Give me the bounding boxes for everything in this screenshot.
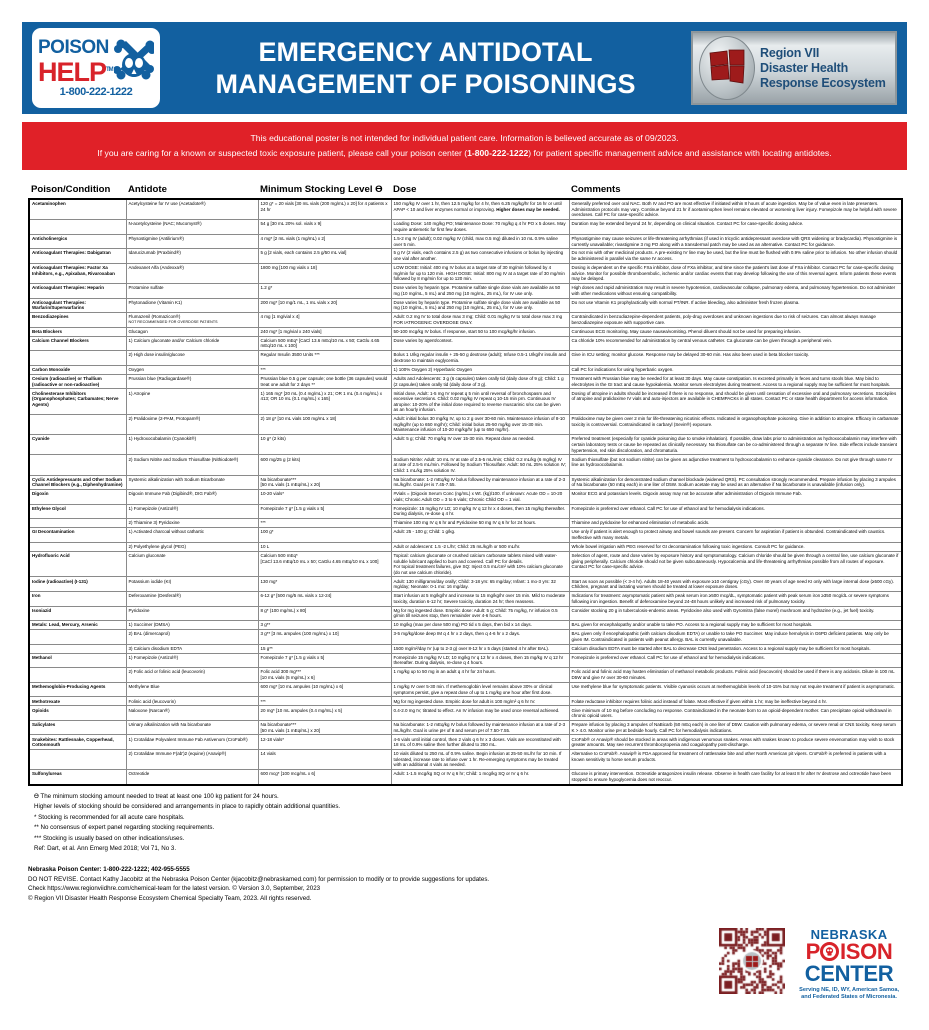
cell-stocking: 14 vials <box>258 750 391 770</box>
cell-dose: Initial dose, Adult: 1-5 mg IV repeat q 5 min until reversal of bronchospasm and excessive secretions. Child: 0.02 mg/kg IV repeat q 10-15 min prn. Continuous IV atropine: 10-20% of the initial dose required to reverse muscarinic s/sx can be given as an hourly infusion. <box>391 389 569 415</box>
footer-line-2: DO NOT REVISE. Contact Kathy Jacobitz at the Nebraska Poison Center (kjacobitz@nebraskamed.com) for permission to modify or to provide suggestions for updates. <box>28 875 490 883</box>
cell-stocking: 100 g* <box>258 528 391 543</box>
table-row <box>29 284 902 299</box>
cell-dose: Adult: 5 g; Child: 70 mg/kg IV over 15-30 min. Repeat dose as needed. <box>391 435 569 455</box>
cell-poison: Cesium (radioactive) or Thallium (radioactive or non-radioactive) <box>29 374 126 389</box>
cell-comments: Preferred treatment (especially for cyanide poisoning due to smoke inhalation). If possible, draw labs prior to administration as hydroxocobalamin may interfere with certain laboratory tests or cause be repeated as clinically necessary. Na thiosulfate can be co-administered through a separate IV line. Side effects include transient hypertension, red skin discoloration, and chromaturia. <box>569 435 902 455</box>
cell-poison: Anticoagulant Therapies: Dabigatran <box>29 249 126 264</box>
cell-poison <box>29 644 126 653</box>
region7-line1: Region VII <box>760 45 820 60</box>
region7-line2: Disaster Health <box>760 60 849 75</box>
cell-comments: BAL given only if encephalopathic (with calcium disodium EDTA) or unable to take PO Succimer. May induce hemolysis in G6PD deficient patients. May only be given IM. Contraindicated in patients with peanut allergy. BAL is currently unavailable. <box>569 630 902 645</box>
table-row <box>29 653 902 668</box>
cell-dose: Adult: 1-1.5 mcg/kg SQ or IV q 6 hr; Child: 1 mcg/kg SQ or IV q 6 hr. <box>391 770 569 785</box>
cell-comments: Selection of agent, route and dose varies by exposure history and symptomatology. Calcium chloride should be given through a central line, use calcium gluconate if giving peripherally. Calcium chloride should not be given subcutaneously. Hypocalcemia and life-threatening arrhythmias possible from all routes of exposure. Contact PC for case-specific advice. <box>569 551 902 577</box>
cell-comments: Use methylene blue for symptomatic patients. Visible cyanosis occurs at methemoglobin levels of 10-15% but may not require treatment if patient is asymptomatic. <box>569 682 902 697</box>
disclaimer-line-1: This educational poster is not intended for individual patient care. Information is believed accurate as of 09/2023. <box>250 133 679 143</box>
table-row <box>29 668 902 683</box>
table-row <box>29 750 902 770</box>
cell-antidote: Digoxin Immune Fab (Digibind®, DIG Fab®) <box>126 490 258 505</box>
cell-poison <box>29 542 126 551</box>
cell-dose: 4-6 vials until initial control, then 2 vials q 6 hr x 3 doses. Vials are reconstituted with 18 mL of 0.9% saline then further diluted to 250 mL. <box>391 735 569 750</box>
cell-antidote: Potassium iodide (KI) <box>126 577 258 592</box>
table-row <box>29 365 902 374</box>
cell-poison: Cyclic Antidepressants and Other Sodium Channel Blockers (e.g., Diphenhydramine) <box>29 475 126 490</box>
cell-dose: Adult: initial bolus 30 mg/kg IV, up to 2 g over 30-60 min. Maintenance infusion of 8-10 mg/kg/hr (up to 650 mg/hr); Child: initial bolus 25-50 mg/kg over 15-30 min. Maintenance infusion of 10-20 mg/kg/hr (up to 650 mg/hr). <box>391 415 569 435</box>
poison-help-logo <box>32 28 160 108</box>
cell-poison: Carbon Monoxide <box>29 365 126 374</box>
cell-antidote: 3) Calcium disodium EDTA <box>126 644 258 653</box>
cell-antidote: 1) Atropine <box>126 389 258 415</box>
npc-ison: ISON <box>839 938 893 964</box>
cell-poison: GI Decontamination <box>29 528 126 543</box>
cell-stocking: 3 g** [3 mL ampules (100 mg/mL) x 10] <box>258 630 391 645</box>
cell-comments: Glucose is primary intervention. Octreotide antagonizes insulin release. Observe in health care facility for at least 8 hr after IV dextrose and octreotide have been stopped to ensure hypoglycemia does not reoccur. <box>571 771 892 782</box>
cell-poison: Methotrexate <box>29 697 126 706</box>
cell-poison <box>29 750 126 770</box>
table-row <box>29 351 902 366</box>
cell-poison: Anticholinergics <box>29 234 126 249</box>
cell-comments: Do not mix with other medicinal products. A pre-existing IV line may be used, but the line must be flushed with 0.9% saline prior to infusion. No other infusion should be administered in parallel via the same IV access. <box>569 249 902 264</box>
cell-antidote: 1) Calcium gluconate and/or Calcium chloride <box>126 336 258 351</box>
cell-stocking: 600 mg* [10 mL ampules (10 mg/mL) x 6] <box>258 682 391 697</box>
cell-comments: CroFab® or Anavip® should be stocked in areas with indigenous venomous snakes. Areas with snakes known to produce severe envenomation may wish to stock greater amounts. May see recurrent thrombocytopenia and coagulopathy post-discharge. <box>569 735 902 750</box>
cell-poison: Iodine (radioactive) (I-131) <box>29 577 126 592</box>
disclaimer-banner <box>22 122 907 170</box>
cell-stocking: 20 mg* [10 mL ampules (0.4 mg/mL) x 5] <box>258 706 391 721</box>
cell-antidote: Pyridoxine <box>126 606 258 621</box>
npc-p: P <box>805 938 820 964</box>
table-row <box>29 630 902 645</box>
cell-comments: Continuous ECG monitoring. May cause nausea/vomiting. Phenol diluent should not be used for preparing infusion. <box>569 327 902 336</box>
cell-antidote: Prussian blue (Radiogardase®) <box>126 374 258 389</box>
disclaimer-line-2 <box>32 146 897 161</box>
cell-dose: Mg for mg ingested dose. Empiric dose: Adult: 5 g; Child: 75 mg/kg, IV infusion 0.5 g/min till seizures stop, then remainder over 4-6 hours. <box>391 606 569 621</box>
cell-antidote: Oxygen <box>126 365 258 374</box>
table-row <box>29 389 902 415</box>
cell-antidote: 2) Pralidoxime (2-PAM, Protopam®) <box>126 415 258 435</box>
cell-poison <box>29 668 126 683</box>
cell-antidote: Urinary alkalinization with Na bicarbonate <box>126 720 258 735</box>
cell-poison <box>29 415 126 435</box>
cell-comments: Alternative to CroFab®. Anavip® is FDA approved for treatment of rattlesnake bite and other North American pit vipers. CroFab® is preferred in patients with a known sensitivity to horse serum products. <box>569 750 902 770</box>
cell-antidote: Systemic alkalinization with Sodium Bicarbonate <box>126 475 258 490</box>
cell-stocking: 12-18 vials* <box>258 735 391 750</box>
cell-stocking: *** <box>258 697 391 706</box>
cell-poison: Benzodiazepines <box>29 313 126 328</box>
cell-stocking: 130 mg* <box>258 577 391 592</box>
table-header <box>29 184 902 199</box>
cell-poison: Cholinesterase Inhibitors (Organophosphates; Carbamates; Nerve Agents) <box>29 389 126 415</box>
cell-dose: Fomepizole: 15 mg/kg IV LD; 10 mg/kg IV q 12 hr x 4 doses, then 15 mg/kg thereafter. During dialysis, re-dose q 4 hr. <box>391 504 569 519</box>
cell-antidote: Deferoxamine (Desferal®) <box>126 592 258 607</box>
table-row <box>29 542 902 551</box>
table-row <box>29 519 902 528</box>
cell-comments: High doses and rapid administration may result in severe hypotension, cardiovascular collapse, pulmonary edema, and pulmonary hypertension. Do not administer with other medications without ensuring compatibility. <box>569 284 902 299</box>
cell-dose: Adult: 130 milligrams/day orally; Child: 3-18 yrs: 65 mg/day; Infant: 1 mo-3 yrs: 32 mg/day; Neonate: 0-1 mo: 16 mg/day. <box>391 577 569 592</box>
footer-contact-block <box>28 865 901 904</box>
cell-antidote: 1) Crotalidae Polyvalent Immune Fab Antivenom (CroFab®) <box>126 735 258 750</box>
bottom-logo-group <box>719 928 899 1002</box>
cell-dose: 1500 mg/m²/day IV (up to 2-3 g) over 8-12 hr x 5 days (started 4 hr after BAL). <box>391 644 569 653</box>
table-row <box>29 336 902 351</box>
skull-crossbones-icon <box>114 39 154 85</box>
cell-dose: 150 mg/kg IV over 1 hr, then 12.5 mg/kg for 4 hr, then 6.25 mg/kg/hr for 16 hr or until APAP < 10 and liver enzymes normal or improving. Higher doses may be needed. <box>391 199 569 220</box>
table-row <box>29 313 902 328</box>
cell-stocking: Prussian blue 0.5 g per capsule; one bottle (36 capsules) would treat one adult for 2 days ** <box>258 374 391 389</box>
table-row <box>29 735 902 750</box>
poison-help-phone: 1-800-222-1222 <box>59 86 133 98</box>
cell-antidote: Flumazenil (Romazicon®) NOT RECOMMENDED FOR OVERDOSE PATIENTS <box>126 313 258 328</box>
cell-dose: 3-5 mg/kg/dose deep IM q 4 hr x 2 days, then q 4-6 hr x 2 days. <box>391 630 569 645</box>
cell-poison: Anticoagulant Therapies: Warfarin/Superwarfarins <box>29 298 126 313</box>
npc-line-poison <box>805 938 893 964</box>
footnotes-list <box>34 792 901 855</box>
table-row <box>29 199 902 220</box>
footnote-item: * Stocking is recommended for all acute care hospitals. <box>34 813 185 821</box>
table-header-row <box>29 184 902 199</box>
cell-antidote: Andexanet Alfa (Andexxa®) <box>126 263 258 283</box>
cell-comments: Start as soon as possible (< 3-4 hr). Adults 18-40 years with exposure ≥10 centigray (cGy). Over 40 years of age need KI only with large internal dose (≥500 cGy). Children, pregnant and lactating women should be treated at lower exposure doses. <box>569 577 902 592</box>
table-row <box>29 621 902 630</box>
table-row <box>29 720 902 735</box>
cell-stocking: Na bicarbonate*** [50 mL vials (1 mEq/mL) x 20] <box>258 475 391 490</box>
cell-comments: Use only if patient is alert enough to protect airway and bowel sounds are present. Concern for aspiration if patient is obtunded. Contraindicated with caustics. Ineffective with many metals. <box>569 528 902 543</box>
cell-dose: 10 mg/kg (max per dose 500 mg) PO tid x 5 days, then bid x 14 days. <box>391 621 569 630</box>
cell-antidote: Naloxone (Narcan®) <box>126 706 258 721</box>
npc-line-nebraska: NEBRASKA <box>810 926 888 942</box>
cell-dose: Thiamine 100 mg IV q 6 hr and Pyridoxine 50 mg IV q 6 hr for 24 hours. <box>391 519 569 528</box>
cell-comments: Whole bowel irrigation with PEG reserved for GI decontamination following toxic ingestions. Consult PC for guidance. <box>569 542 902 551</box>
cell-dose: Dose varies by heparin type. Protamine sulfate single dose vials are available as 50 mg (10 mg/mL, 5 mL) and 250 mg (10 mg/mL, 25 mL), for IV use only. <box>391 284 569 299</box>
cell-stocking: Na bicarbonate*** [50 mL vials (1 mEq/mL) x 20] <box>258 720 391 735</box>
cell-antidote: 1) Fomepizole (Antizol®) <box>126 504 258 519</box>
cell-antidote: Acetylcysteine for IV use (Acetadote®) <box>126 199 258 220</box>
cell-stocking: 10 L <box>258 542 391 551</box>
cell-dose: 5 g IV (2 vials, each contains 2.5 g) as two consecutive infusions or bolus by injecting one vial after another. <box>391 249 569 264</box>
cell-poison: Iron <box>29 592 126 607</box>
table-row <box>29 455 902 475</box>
antidote-table-wrap <box>28 184 901 786</box>
cell-stocking: 120 g* = 20 vials [30 mL vials (200 mg/mL) x 20] for 4 patients x 24 hr <box>258 199 391 220</box>
cell-stocking: *** <box>258 519 391 528</box>
cell-antidote: 2) Crotalidae Immune F(ab')2 (equine) (Anavip®) <box>126 750 258 770</box>
antidote-note: NOT RECOMMENDED FOR OVERDOSE PATIENTS <box>128 319 218 324</box>
cell-stocking: 3 g** <box>258 621 391 630</box>
cell-stocking: Calcium 500 mEq* [CaCl 13.6 mEq/10 mL x 50; CaGlu 4.65 mEq/10 mL x 100] <box>258 551 391 577</box>
cell-stocking: *** <box>258 365 391 374</box>
footnote-item: ** No consensus of expert panel regarding stocking requirements. <box>34 824 215 832</box>
nebraska-poison-center-logo <box>799 928 899 1002</box>
table-row <box>29 415 902 435</box>
cell-antidote: 2) Sodium Nitrite and Sodium Thiosulfate (Nithiodote®) <box>126 455 258 475</box>
cell-comments: Duration may be extended beyond 24 hr, depending on clinical situation. Contact PC for case-specific dosing advice. <box>569 220 902 235</box>
cell-dose: 1 mg/kg up to 50 mg in an adult q 4 hr for 24 hours. <box>391 668 569 683</box>
cell-poison: Hydrofluoric Acid <box>29 551 126 577</box>
cell-poison: Anticoagulant Therapies: Factor Xa Inhibitors, e.g., Apixaban, Rivaroxaban <box>29 263 126 283</box>
cell-stocking: 5 g [2 vials, each contains 2.5 g/50 mL vial] <box>258 249 391 264</box>
cell-comments: Dosing is dependent on the specific FXa inhibitor, dose of FXa inhibitor, and time since the patient's last dose of FXa inhibitor. Contact PC for case-specific dosing advice. Monitor for possible thromboembolic, ischemic and/or cardiac events that may develop following the use of this reversal agent. Inform patients these events may be delayed. <box>569 263 902 283</box>
cell-stocking: Folic acid 300 mg*** [10 mL vials (5 mg/mL) x 6] <box>258 668 391 683</box>
cell-dose: 1.5-2 mg IV (adult); 0.02 mg/kg IV (child, max 0.5 mg) diluted in 10 mL 0.9% saline over 5 min. <box>391 234 569 249</box>
cell-comments: Prepare infusion by placing 3 ampules of NaBicarb (50 mEq each) in one liter of D5W. Caution with pulmonary edema, or severe renal or CNS toxicity. Keep serum K > 4.0. Monitor urine pH at bedside hourly. Call PC for hemodialysis indications. <box>569 720 902 735</box>
table-row <box>29 327 902 336</box>
cell-comments: Ca chloride 10% recommended for administration by central venous catheter. Ca gluconate can be given through a peripheral vein. <box>569 336 902 351</box>
footnote-item: Ref: Dart, et al. Ann Emerg Med 2018; Vol 71, No 3. <box>34 845 177 853</box>
footer-line-3: Check https://www.regionviidhre.com/chemical-team for the latest version. © Version 3.0, September, 2023 <box>28 885 321 893</box>
cell-stocking: 10-20 vials* <box>258 490 391 505</box>
footer-line-4: © Region VII Disaster Health Response Ecosystem Chemical Specialty Team, 2023. All rights reserved. <box>28 895 312 903</box>
cell-dose: Bolus 1 U/kg regular insulin + 25-50 g dextrose (adult); Infuse 0.5-1 U/kg/hr insulin and dextrose to maintain euglycemia. <box>391 351 569 366</box>
cell-dose: Adult or adolescent: 1.5 -2 L/hr; Child: 25 mL/kg/h or 500 mL/hr. <box>391 542 569 551</box>
cell-poison: Beta Blockers <box>29 327 126 336</box>
cell-comments: Give minimum of 10 mg before concluding no response. Contraindicated in the neonate born to an opioid-dependent mother. Can precipitate opioid withdrawal in chronic opioid users. <box>569 706 902 721</box>
cell-poison: Acetaminophen <box>29 199 126 220</box>
table-row <box>29 682 902 697</box>
trademark-symbol: TM <box>106 67 113 73</box>
cell-antidote: 1) Succimer (DMSA) <box>126 621 258 630</box>
cell-antidote: Octreotide <box>126 770 258 785</box>
cell-poison: Ethylene Glycol <box>29 504 126 519</box>
table-row <box>29 706 902 721</box>
cell-dose: Topical: calcium gluconate or crushed calcium carbonate tablets mixed with water-soluble lubricant applied to burn and covered. Call PC for details. For topical treatment failures, give SQ: Inject 0.5 mL/cm² with 10% calcium gluconate (do not use calcium chloride). <box>391 551 569 577</box>
cell-stocking: 600 mcg* [100 mcg/mL x 6] <box>258 770 391 785</box>
region7-logo <box>691 31 897 105</box>
footnote-item: Ɵ The minimum stocking amount needed to treat at least one 100 kg patient for 24 hours. <box>34 792 279 800</box>
table-row <box>29 770 902 785</box>
cell-stocking: 1.2 g* <box>258 284 391 299</box>
table-row <box>29 577 902 592</box>
cell-stocking: 240 mg* [1 mg/vial x 240 vials] <box>258 327 391 336</box>
cell-poison: Metals: Lead, Mercury, Arsenic <box>29 621 126 630</box>
cell-poison <box>29 630 126 645</box>
cell-dose: Loading Dose: 140 mg/kg PO; Maintenance Dose: 70 mg/kg q 4 hr PO x 5 doses. May require antiemetic for first few doses. <box>391 220 569 235</box>
cell-dose: Adult: 25 - 100 g; Child: 1 g/kg. <box>391 528 569 543</box>
cell-antidote: 1) Fomepizole (Antizol®) <box>126 653 258 668</box>
cell-comments: Do not use Vitamin K1 prophylactically with normal PT/INR. If active bleeding, also administer fresh frozen plasma. <box>569 298 902 313</box>
table-row <box>29 374 902 389</box>
cell-stocking: 6-12 g* [500 mg/5 mL vials x 12-24] <box>258 592 391 607</box>
cell-stocking: Fomepizole 7 g* [1.5 g vials x 5] <box>258 653 391 668</box>
cell-antidote: 1) Hydroxocobalamin (Cyanokit®) <box>126 435 258 455</box>
cell-comments: Generally preferred over oral NAC. Both IV and PO are most effective if initiated within 8 hours of acute ingestion. May be of value even in late presenters. Administration protocols may vary. Continue beyond 21 hr if acetaminophen level remains elevated or worsening liver injury. Fomepizole may be helpful with severe overdoses. Call PC for case-specific advice. <box>569 199 902 220</box>
cell-antidote: Glucagon <box>126 327 258 336</box>
table-row <box>29 528 902 543</box>
cell-antidote: Methylene Blue <box>126 682 258 697</box>
cell-antidote: Physostigmine (Antilirium®) <box>126 234 258 249</box>
cell-comments: BAL given for encephalopathy and/or unable to take PO. Access to a regional supply may be sufficient for most hospitals. <box>569 621 902 630</box>
cell-dose: 1) 100% Oxygen 2) Hyperbaric Oxygen <box>391 365 569 374</box>
table-row <box>29 551 902 577</box>
cell-stocking: 4 mg [1 mg/vial x 4] <box>258 313 391 328</box>
table-row <box>29 234 902 249</box>
cell-antidote: 2) Thiamine 3) Pyridoxine <box>126 519 258 528</box>
cell-dose: LOW DOSE: Initial: 400 mg IV bolus at a target rate of 30 mg/min followed by 4 mg/min for up to 120 min. HIGH DOSE: Initial: 800 mg IV at a target rate of 30 mg/min followed by 8 mg/min for up to 120 min. <box>391 263 569 283</box>
cell-antidote: Idarucizumab (Praxbind®) <box>126 249 258 264</box>
cell-poison: Calcium Channel Blockers <box>29 336 126 351</box>
cell-antidote: 2) BAL (dimercaprol) <box>126 630 258 645</box>
cell-comments: Systemic alkalinization for demonstrated sodium channel blockade (widened QRS). PC consultation strongly recommended. Prepare infusion by placing 3 ampules of Na bicarbonate (50 mEq each) in one liter of D5W. Sodium acetate may be used as an alternative if Na bicarbonate is unavailable (infusion only). <box>569 475 902 490</box>
cell-antidote: Calcium gluconate <box>126 551 258 577</box>
column-header-comments: Comments <box>571 184 621 195</box>
cell-dose: Dose varies by heparin type. Protamine sulfate single dose vials are available as 50 mg (10 mg/mL, 5 mL) and 250 mg (10 mg/mL, 25 mL), for IV use only. <box>391 298 569 313</box>
table-body <box>29 199 902 785</box>
cell-poison: Digoxin <box>29 490 126 505</box>
cell-dose: #Vials = (Digoxin Serum Conc (ng/mL) x Wt. (kg)/100. If unknown: Acute OD = 10-20 vials; Chronic Adult OD = 3 to 6 vials; Chronic Child OD = 1 vial. <box>391 490 569 505</box>
disclaimer-phone: 1-800-222-1222 <box>467 148 529 158</box>
cell-antidote: N-acetylcysteine (NAC; Mucomyst®) <box>126 220 258 235</box>
table-row <box>29 490 902 505</box>
cell-stocking: 8 g* (100 mg/mL) x 80] <box>258 606 391 621</box>
cell-comments: Call PC for indications for using hyperbaric oxygen. <box>569 365 902 374</box>
cell-antidote: Phytonadione (Vitamin K1) <box>126 298 258 313</box>
column-header-antidote: Antidote <box>128 184 167 195</box>
cell-poison: Methemoglobin-Producing Agents <box>29 682 126 697</box>
table-row <box>29 435 902 455</box>
cell-dose: Na bicarbonate: 1-2 mEq/kg IV bolus followed by maintenance infusion at a rate of 2-3 mL/kg/hr. Goal is urine pH of 8 and serum pH of 7.50-7.55. <box>391 720 569 735</box>
cell-stocking: 1800 mg [100 mg vials x 18] <box>258 263 391 283</box>
cell-antidote: 2) Folic acid or folinic acid (leucovorin) <box>126 668 258 683</box>
cell-antidote: 2) Polyethylene glycol (PEG) <box>126 542 258 551</box>
region7-map-icon <box>699 36 755 100</box>
cell-stocking: 1) 165 mg* [20 mL (0.4 mg/mL) x 21; OR 1 mL (0.4 mg/mL) x 413; OR 10 mL (0.1 mg/mL) x 165] <box>258 389 391 415</box>
cell-stocking: 10 g* (2 kits) <box>258 435 391 455</box>
cell-antidote: Protamine sulfate <box>126 284 258 299</box>
table-row <box>29 504 902 519</box>
cell-antidote: Folinic acid (leucovorin) <box>126 697 258 706</box>
cell-stocking: 600 mg/25 g (2 kits) <box>258 455 391 475</box>
cell-antidote: 2) High dose insulin/glucose <box>126 351 258 366</box>
poison-help-word2: HELP <box>38 57 107 87</box>
cell-poison <box>29 351 126 366</box>
region7-line3: Response Ecosystem <box>760 75 886 90</box>
poster-header <box>22 22 907 114</box>
cell-dose: Mg for mg ingested dose. Empiric dose for adult is 100 mg/m² q 6 hr IV. <box>391 697 569 706</box>
npc-line-center: CENTER <box>804 960 894 986</box>
cell-dose: Sodium Nitrite: Adult: 10 mL IV at rate of 2.5-5 mL/min; Child: 0.2 mL/kg (6 mg/kg) IV at rate of 2.5-5 mL/min. Followed by Sodium Thiosulfate: Adult: 50 mL 25% solution IV; Child: 1 mL/kg 25% solution IV. <box>391 455 569 475</box>
table-row <box>29 697 902 706</box>
cell-poison: Isoniazid <box>29 606 126 621</box>
table-row <box>29 592 902 607</box>
cell-comments: Thiamine and pyridoxine for enhanced elimination of metabolic acids. <box>569 519 902 528</box>
cell-dose: 50-100 mcg/kg IV bolus. If response, start 50 to 100 mcg/kg/hr infusion. <box>391 327 569 336</box>
page-title <box>160 36 691 100</box>
cell-comments: Folic acid and folinic acid may hasten elimination of methanol metabolic products. Folinic acid (leucovorin) should be used if there is any acidosis. Dilute in 100 mL D5W and give IV over 30-60 minutes. <box>569 668 902 683</box>
cell-comments: Folate reductase inhibitor requires folinic acid instead of folate. Most effective if given within 1 hr; may be ineffective beyond 4 hr. <box>569 697 902 706</box>
cell-dose: Fomepizole 15 mg/kg IV LD; 10 mg/kg IV q 12 hr x 4 doses, then 15 mg/kg IV q 12 hr thereafter. During dialysis, re-dose q 4 hours. <box>391 653 569 668</box>
table-row <box>29 475 902 490</box>
table-row <box>29 220 902 235</box>
cell-dose: 10 vials diluted to 250 mL of 0.9% saline. Begin infusion at 25-50 mL/hr for 10 min. If tolerated, increase rate to infuse over 1 hr. Re-emerging symptoms may be treated with an additional 4 vials as needed. <box>391 750 569 770</box>
page-title-line1: EMERGENCY ANTIDOTAL <box>258 37 593 67</box>
cell-comments: Pralidoxime may be given over 2 min for life-threatening nicotinic effects. Indicated in organophosphate poisoning. Give in addition to atropine. Efficacy in carbamate toxicity is controversial. Contraindicated in carbaryl (Sevin®) exposure. <box>569 415 902 435</box>
cell-stocking: Fomepizole 7 g* [1.5 g vials x 5] <box>258 504 391 519</box>
cell-stocking: Regular Insulin 3500 Units *** <box>258 351 391 366</box>
cell-dose: Na bicarbonate: 1-2 mEq/kg IV bolus followed by maintenance infusion at a rate of 2-3 mL/kg/hr. Goal pH is 7.45-7.55. <box>391 475 569 490</box>
cell-comments: Consider stocking 20 g in tuberculosis-endemic areas. Pyridoxine also used with Gyromitra (false morel) mushroom and hydrazine (e.g., jet fuel) toxicity. <box>569 606 902 621</box>
cell-poison: Opioids <box>29 706 126 721</box>
cell-dose: Dose varies by agent/context. <box>391 336 569 351</box>
cell-dose: Adults and Adolescents: 3 g (6 capsules) taken orally tid (daily dose of 9 g); Child: 1 g (2 capsules) taken orally tid (daily dose of 3 g). <box>391 374 569 389</box>
footer-contact-line: Nebraska Poison Center: 1-800-222-1222; 402-955-5555 <box>28 865 190 873</box>
poison-help-word1: POISON <box>38 37 109 58</box>
column-header-poison: Poison/Condition <box>31 184 111 195</box>
cell-comments: Indications for treatment: asymptomatic patient with peak serum iron ≥500 mcg/dL, symptomatic patient with peak serum iron ≥350 mcg/dL or severe symptoms following iron ingestion. Benefit of deferoxamine beyond 24-48 hours unlikely and increased risk of pulmonary toxicity. <box>569 592 902 607</box>
cell-comments: Dosing of atropine in adults should be increased if there is no response, and should be given until cessation of excessive oral and pulmonary secretions. Stockpiles of atropine and pralidoxime IV vials and auto-injectors are available in CHEMPACKs in all states. Contact PC or state health department for access information. <box>569 389 902 415</box>
antidote-table <box>28 184 903 786</box>
footnote-item: *** Stocking is usually based on other indications/uses. <box>34 834 185 842</box>
cell-poison: Snakebites: Rattlesnake, Copperhead, Cottonmouth <box>29 735 126 750</box>
table-row <box>29 263 902 283</box>
cell-antidote: 1) Activated charcoal without cathartic <box>126 528 258 543</box>
cell-comments: Fomepizole is preferred over ethanol. Call PC for use of ethanol and for hemodialysis indications. <box>569 653 902 668</box>
cell-dose: 0.4-2.0 mg IV, titrated to effect. An IV infusion may be used once reversal achieved. <box>391 706 569 721</box>
cell-comments: Sodium thiosulfate (but not sodium nitrite) can be given as adjunctive treatment to hydroxocobalamin to enhance cyanide clearance. Do not give through same IV line as hydroxocobalamin. <box>569 455 902 475</box>
cell-stocking: 4 mg* [2 mL vials (1 mg/mL) x 2] <box>258 234 391 249</box>
cell-poison: Cyanide <box>29 435 126 455</box>
cell-comments: Physostigmine may cause seizures or life-threatening arrhythmias (if used in tricyclic antidepressant overdose with QRS widening or bradycardia). Physostigmine is currently unavailable; rivastigmine 3 mg PO along with a transdermal patch may be used as an alternative. Contact PC for guidance. <box>569 234 902 249</box>
cell-comments: Monitor ECG and potassium levels. Digoxin assay may not be accurate after administration of Digoxin Immune Fab. <box>569 490 902 505</box>
qr-code-icon[interactable] <box>719 928 785 994</box>
cell-stocking: Calcium 500 mEq* [CaCl 13.6 mEq/10 mL x 50; CaGlu 4.65 mEq/10 mL x 100] <box>258 336 391 351</box>
disclaimer-line-2-post: ) for patient specific management advice and assistance with locating antidotes. <box>528 148 832 158</box>
npc-skull-o-icon <box>820 942 839 961</box>
cell-poison: Salicylates <box>29 720 126 735</box>
cell-poison <box>29 519 126 528</box>
column-header-stocking: Minimum Stocking Level Ɵ <box>260 184 383 195</box>
cell-dose: Adult: 0.2 mg IV to total dose max 3 mg; Child: 0.01 mg/kg IV to total dose max 3 mg FOR IATROGENIC OVERDOSE ONLY. <box>391 313 569 328</box>
npc-serving-line1: Serving NE, ID, WY, American Samoa, <box>799 986 899 993</box>
footnote-item: Higher levels of stocking should be considered and arrangements in place to rapidly obtain additional quantities. <box>34 803 341 811</box>
page-title-line2: MANAGEMENT OF POISONINGS <box>215 69 636 99</box>
cell-stocking: 15 g** <box>258 644 391 653</box>
npc-serving-line2: and Federated States of Micronesia. <box>801 994 897 1001</box>
cell-dose: 1 mg/kg IV over 5-30 min. If methemoglobin level remains above 30% or clinical symptoms persist, give a repeat dose of up to 1 mg/kg one hour after first dose. <box>391 682 569 697</box>
cell-dose: Start infusion at 5 mg/kg/hr and increase to 15 mg/kg/hr over 15 min. Mild to moderate toxicity, duration 6-12 hr; Severe toxicity, duration 24 hr; then reassess. <box>391 592 569 607</box>
table-row <box>29 606 902 621</box>
cell-comments: Give in ICU setting; monitor glucose. Response may be delayed 30-60 min. Has also been used in beta blocker toxicity. <box>569 351 902 366</box>
cell-stocking: 54 g [30 mL 20% sol. vials x 9] <box>258 220 391 235</box>
table-row <box>29 644 902 653</box>
cell-comments: Treatment with Prussian blue may be needed for at least 30 days. May cause constipation. Is excreted primarily in feces and turns stools blue. May bind to electrolytes in the GI tract and cause hypokalemia. Monitor serum electrolytes during treatment. Access to a regional supply may be sufficient for most hospitals. <box>569 374 902 389</box>
cell-poison: Anticoagulant Therapies: Heparin <box>29 284 126 299</box>
cell-poison: Methanol <box>29 653 126 668</box>
table-row <box>29 249 902 264</box>
column-header-dose: Dose <box>393 184 417 195</box>
cell-poison <box>29 455 126 475</box>
cell-comments: Fomepizole is preferred over ethanol. Call PC for use of ethanol and for hemodialysis indications. <box>569 504 902 519</box>
cell-stocking: 2) 18 g* [10 mL vials 100 mg/mL x 18] <box>258 415 391 435</box>
cell-stocking: 200 mg* [10 mg/1 mL, 1 mL vials x 20] <box>258 298 391 313</box>
cell-poison <box>29 220 126 235</box>
table-row <box>29 298 902 313</box>
cell-comments: Calcium disodium EDTA must be started after BAL to decrease CNS lead penetration. Access to a regional supply may be sufficient for most hospitals. <box>569 644 902 653</box>
disclaimer-line-2-pre: If you are caring for a known or suspected toxic exposure patient, please call your poison center ( <box>97 148 468 158</box>
cell-poison: Sulfonylureas <box>29 770 126 785</box>
cell-comments: Contraindicated in benzodiazepine-dependent patients, poly-drug overdoses and unknown ingestions due to risk of seizures. Can almost always manage benzodiazepine exposure with supportive care. <box>569 313 902 328</box>
npc-serving-text <box>799 987 899 1002</box>
